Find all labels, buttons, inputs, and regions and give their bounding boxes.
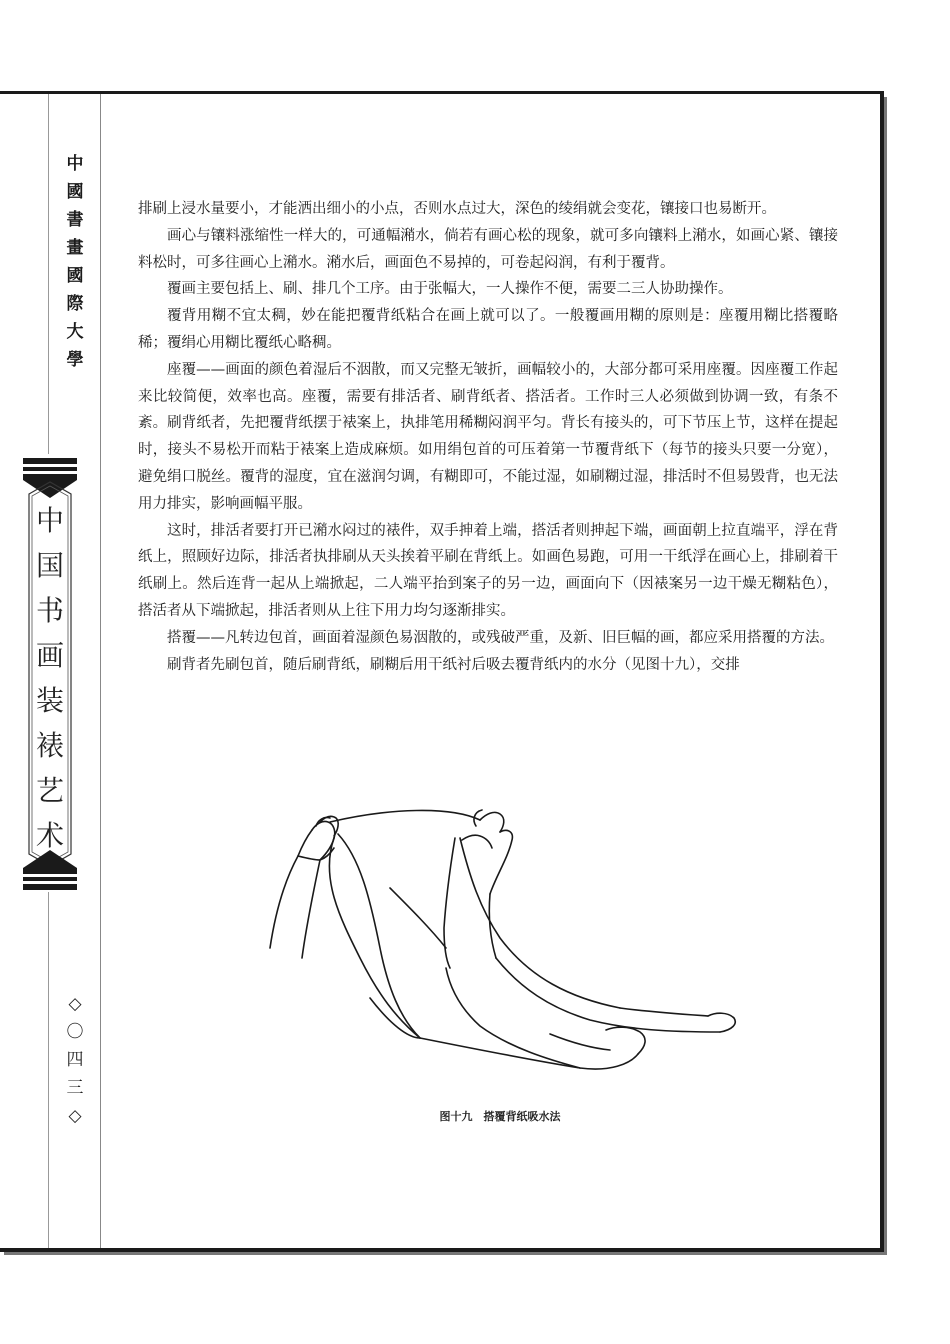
margin-rule-top xyxy=(48,94,49,454)
paragraph: 覆背用糊不宜太稠，妙在能把覆背纸粘合在画上就可以了。一般覆画用糊的原则是：座覆用糊比搭覆略稀；覆绢心用糊比覆纸心略稠。 xyxy=(138,308,838,351)
side-header-char: 學 xyxy=(66,350,84,370)
page-number-char: 〇 xyxy=(66,1022,84,1042)
page-number-char: ◇ xyxy=(68,1106,82,1126)
page-number-char: 四 xyxy=(66,1050,84,1070)
side-header-char: 際 xyxy=(66,294,84,314)
gutter-divider xyxy=(100,94,101,1248)
page-frame-top xyxy=(0,91,884,94)
paragraph: 搭覆——凡转边包首，画面着湿颜色易洇散的，或残破严重，及新、旧巨幅的画，都应采用搭覆的方法。 xyxy=(167,629,834,646)
page-number xyxy=(60,990,90,1130)
paragraph: 画心与镶料涨缩性一样大的，可通幅潲水，倘若有画心松的现象，就可多向镶料上潲水，如画心紧、镶接料松时，可多往画心上潲水。潲水后，画面色不易掉的，可卷起闷润，有利于覆背。 xyxy=(138,227,838,271)
book-title-char: 艺 xyxy=(35,774,64,807)
figure-illustration xyxy=(250,798,750,1088)
side-header-char: 書 xyxy=(66,210,84,230)
margin-rule-bottom xyxy=(48,892,49,1248)
page-frame-shadow-right xyxy=(884,97,887,1255)
side-header-char: 國 xyxy=(66,182,84,202)
side-header xyxy=(60,150,90,374)
paragraph: 排刷上浸水量要小，才能洒出细小的小点，否则水点过大，深色的绫绢就会变花，镶接口也易断开。 xyxy=(138,201,776,217)
paragraph: 覆画主要包括上、刷、排几个工序。由于张幅大，一人操作不便，需要二三人协助操作。 xyxy=(167,281,733,298)
side-header-char: 中 xyxy=(66,154,84,174)
figure-caption: 图十九 搭覆背纸吸水法 xyxy=(439,1110,561,1123)
page-number-char: 三 xyxy=(66,1078,84,1098)
book-title-banner xyxy=(20,458,80,890)
book-title-char: 中 xyxy=(35,504,64,537)
body-text xyxy=(138,196,838,678)
side-header-char: 大 xyxy=(66,322,84,342)
book-title-char: 画 xyxy=(35,639,64,672)
paragraph: 这时，排活者要打开已潲水闷过的裱件，双手抻着上端，搭活者则抻起下端，画面朝上拉直端平，浮在背纸上，照顾好边际，排活者执排刷从天头挨着平刷在背纸上。如画色易跑，可用一干纸浮在画心上，排刷着干纸刷上。然后连背一起从上端掀起，二人端平抬到案子的另一边，画面向下（因裱案另一边干燥无糊粘色），搭活者从下端掀起，排活者则从上往下用力均匀逐渐排实。 xyxy=(138,522,838,619)
book-title-char: 装 xyxy=(35,684,64,717)
book-title-char: 国 xyxy=(35,549,64,582)
book-title-char: 术 xyxy=(35,819,64,852)
side-header-char: 國 xyxy=(66,266,84,286)
side-header-char: 畫 xyxy=(66,238,84,258)
page-number-char: ◇ xyxy=(68,994,82,1014)
paragraph: 刷背者先刷包首，随后刷背纸，刷糊后用干纸衬后吸去覆背纸内的水分（见图十九），交排 xyxy=(167,656,740,673)
book-title xyxy=(28,498,72,858)
hands-lifting-paper-icon xyxy=(250,798,750,1088)
page-frame-shadow-bottom xyxy=(4,1252,887,1255)
book-title-char: 书 xyxy=(35,594,64,627)
book-title-char: 裱 xyxy=(35,729,64,762)
paragraph: 座覆——画面的颜色着湿后不洇散，而又完整无皱折，画幅较小的，大部分都可采用座覆。因座覆工作起来比较简便，效率也高。座覆，需要有排活者、刷背纸者、搭活者。工作时三人必须做到协调一致，有条不紊。刷背纸者，先把覆背纸摆于裱案上，执排笔用稀糊闷润平匀。背长有接头的，可下节压上节，这样在提起时，接头不易松开而粘于裱案上造成麻烦。如用绢包首的可压着第一节覆背纸下（每节的接头只要一分宽），避免绢口脱丝。覆背的湿度，宜在滋润匀调，有糊即可，不能过湿，如刷糊过湿，排活时不但易毁背，也无法用力排实，影响画幅平服。 xyxy=(138,361,838,512)
